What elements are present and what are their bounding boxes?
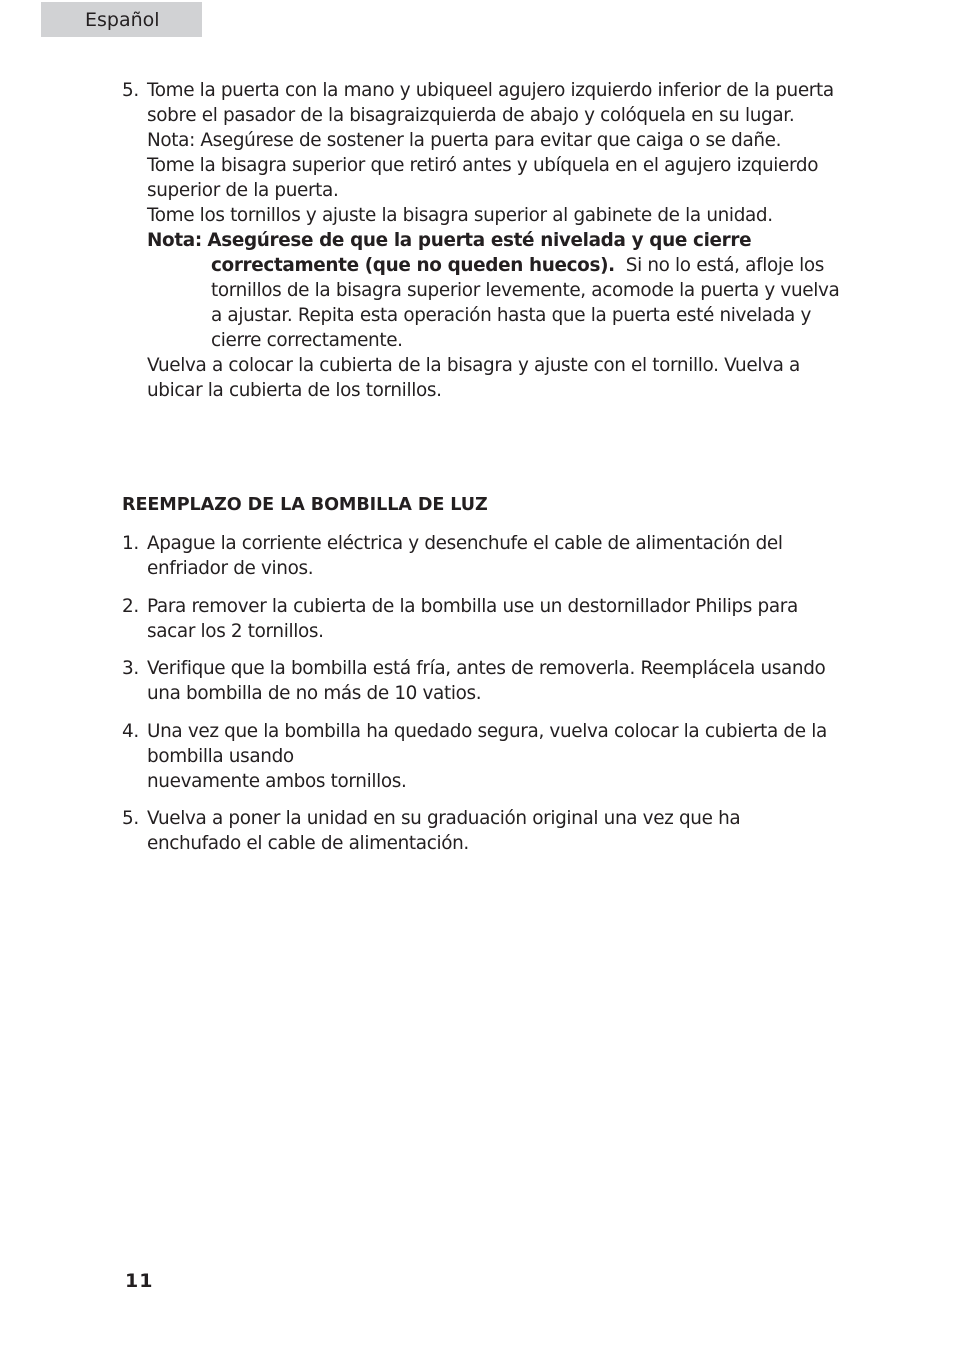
step-number: 1.	[122, 533, 139, 554]
step-text-line: Una vez que la bombilla ha quedado segura, vuelva colocar la cubierta de la	[147, 721, 827, 742]
step-text-line: Para remover la cubierta de la bombilla use un destornillador Philips para	[147, 596, 798, 617]
list-item	[122, 806, 852, 856]
step-text-line: Vuelva a colocar la cubierta de la bisagra y ajuste con el tornillo. Vuelva a	[147, 355, 800, 376]
list-item	[122, 719, 852, 794]
step-text-line: enfriador de vinos.	[147, 558, 314, 579]
bulb-step-5	[122, 806, 852, 856]
step-number: 2.	[122, 596, 139, 617]
step-text-line: enchufado el cable de alimentación.	[147, 833, 469, 854]
bulb-step-2	[122, 594, 852, 644]
step-note-line: Nota: Asegúrese de sostener la puerta para evitar que caiga o se dañe.	[147, 130, 782, 151]
step-text-line: una bombilla de no más de 10 vatios.	[147, 683, 482, 704]
note-line: tornillos de la bisagra superior levemente, acomode la puerta y vuelva	[211, 280, 840, 301]
section-heading: REEMPLAZO DE LA BOMBILLA DE LUZ	[122, 495, 488, 515]
note-line: a ajustar. Repita esta operación hasta que la puerta esté nivelada y	[211, 305, 811, 326]
page-number: 11	[125, 1270, 154, 1292]
step-text-line: sacar los 2 tornillos.	[147, 621, 324, 642]
step-text-line: nuevamente ambos tornillos.	[147, 771, 407, 792]
note-line	[147, 253, 852, 278]
bulb-step-3	[122, 656, 852, 706]
step-number: 4.	[122, 721, 139, 742]
note-line: cierre correctamente.	[211, 330, 403, 351]
step-text-line: sobre el pasador de la bisagraizquierda de abajo y colóquela en su lugar.	[147, 105, 795, 126]
step-text-line: superior de la puerta.	[147, 180, 339, 201]
list-item	[122, 78, 852, 403]
language-tab-label: Español	[85, 9, 160, 31]
note-line	[147, 228, 852, 253]
note-text: Si no lo está, afloje los	[625, 255, 824, 276]
step-text-line: Apague la corriente eléctrica y desenchufe el cable de alimentación del	[147, 533, 783, 554]
list-item	[122, 656, 852, 706]
step-text-line: ubicar la cubierta de los tornillos.	[147, 380, 442, 401]
step-text-line: Tome la puerta con la mano y ubiqueel agujero izquierdo inferior de la puerta	[147, 80, 834, 101]
note-label: Nota:	[147, 230, 202, 251]
language-tab	[41, 2, 202, 37]
door-install-step	[122, 78, 852, 403]
step-text-line: bombilla usando	[147, 746, 294, 767]
list-item	[122, 531, 852, 581]
list-item	[122, 594, 852, 644]
step-text-line: Verifique que la bombilla está fría, antes de removerla. Reemplácela usando	[147, 658, 826, 679]
step-text-line: Tome los tornillos y ajuste la bisagra superior al gabinete de la unidad.	[147, 205, 773, 226]
note-bold-text: Asegúrese de que la puerta esté nivelada y que cierre	[207, 230, 752, 251]
step-text-line: Vuelva a poner la unidad en su graduación original una vez que ha	[147, 808, 741, 829]
bulb-step-4	[122, 719, 852, 794]
step-text-line: Tome la bisagra superior que retiró antes y ubíquela en el agujero izquierdo	[147, 155, 819, 176]
step-number: 5.	[122, 808, 139, 829]
step-number: 5.	[122, 80, 139, 101]
bulb-step-1	[122, 531, 852, 581]
step-number: 3.	[122, 658, 139, 679]
note-bold-text: correctamente (que no queden huecos).	[211, 255, 615, 276]
